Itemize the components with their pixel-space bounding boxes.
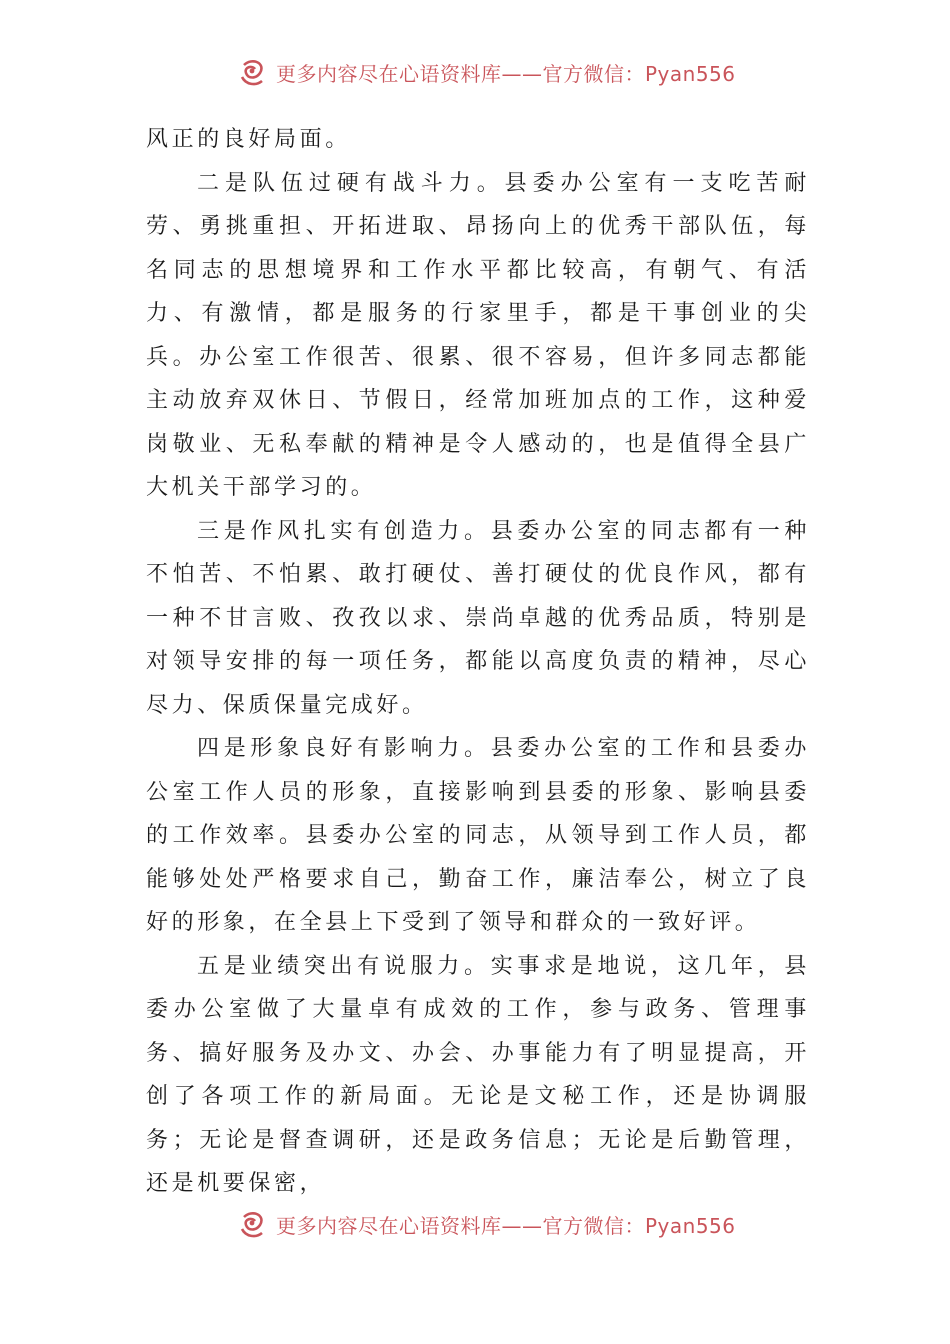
paragraph: 五是业绩突出有说服力。实事求是地说，这几年，县委办公室做了大量卓有成效的工作，参与政务、管理事务、搞好服务及办文、办会、办事能力有了明显提高，开创了各项工作的新局面。无论是文秘工作，还是协调服务；无论是督查调研，还是政务信息；无论是后勤管理，还是机要保密， [146, 953, 810, 1196]
watermark-logo-icon [238, 1211, 268, 1239]
footer-watermark [0, 1202, 950, 1238]
paragraph: 风正的良好局面。 [146, 127, 351, 152]
paragraph: 三是作风扎实有创造力。县委办公室的同志都有一种不怕苦、不怕累、敢打硬仗、善打硬仗的优良作风，都有一种不甘言败、孜孜以求、崇尚卓越的优秀品质，特别是对领导安排的每一项任务，都能以高度负责的精神，尽心尽力、保质保量完成好。 [146, 518, 810, 718]
watermark-logo-icon [238, 59, 268, 87]
paragraph: 二是队伍过硬有战斗力。县委办公室有一支吃苦耐劳、勇挑重担、开拓进取、昂扬向上的优秀干部队伍，每名同志的思想境界和工作水平都比较高，有朝气、有活力、有激情，都是服务的行家里手，都是干事创业的尖兵。办公室工作很苦、很累、很不容易，但许多同志都能主动放弃双休日、节假日，经常加班加点的工作，这种爱岗敬业、无私奉献的精神是令人感动的，也是值得全县广大机关干部学习的。 [146, 170, 810, 500]
paragraph: 四是形象良好有影响力。县委办公室的工作和县委办公室工作人员的形象，直接影响到县委的形象、影响县委的工作效率。县委办公室的同志，从领导到工作人员，都能够处处严格要求自己，勤奋工作，廉洁奉公，树立了良好的形象，在全县上下受到了领导和群众的一致好评。 [146, 736, 810, 935]
header-watermark-text: 更多内容尽在心语资料库——官方微信：Pyan556 [276, 62, 736, 86]
document-body [146, 118, 810, 1206]
footer-watermark-text: 更多内容尽在心语资料库——官方微信：Pyan556 [276, 1214, 736, 1238]
header-watermark [0, 50, 950, 86]
